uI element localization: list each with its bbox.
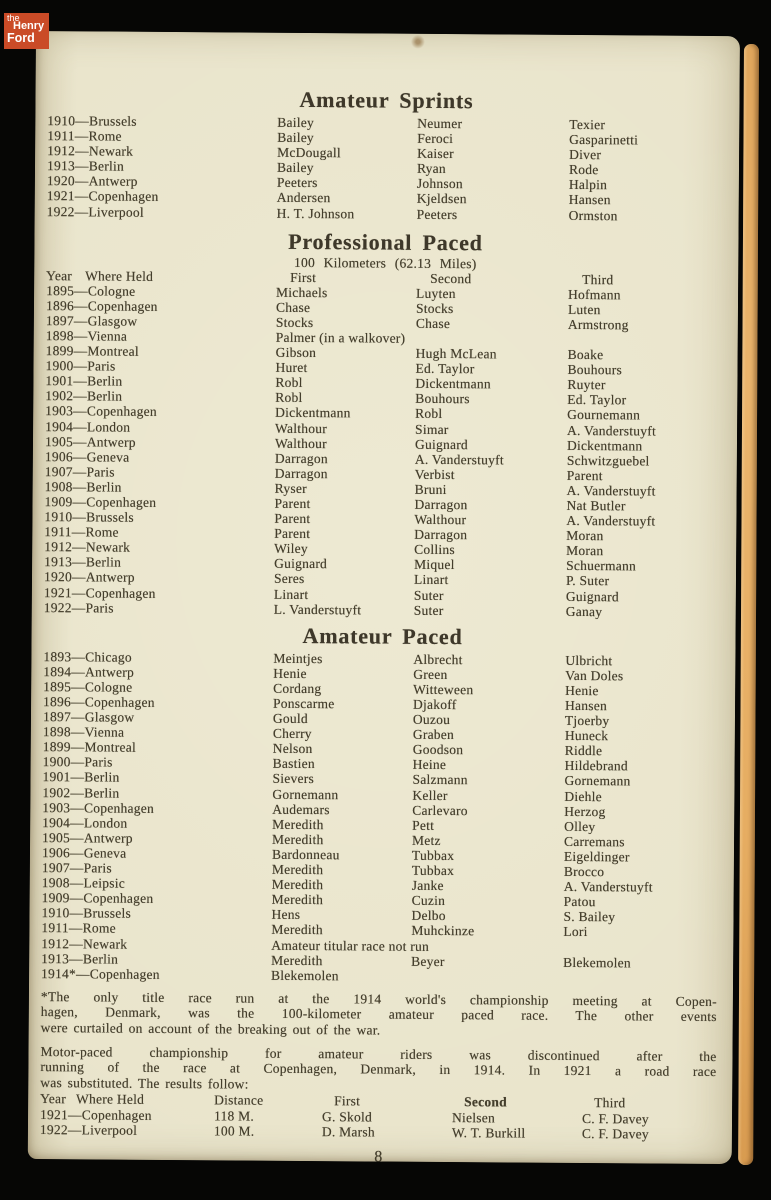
first-cell: Meintjes [273, 650, 323, 666]
year-place-cell: 1895—Cologne [46, 282, 136, 299]
second-cell: Bruni [414, 481, 447, 497]
distance-cell: 118 M. [213, 1108, 255, 1124]
year-header: Year [40, 1091, 67, 1107]
year-place-cell: 1912—Newark [41, 935, 128, 952]
second-cell: Simar [415, 421, 449, 437]
first-cell: Andersen [276, 190, 331, 206]
year-place-cell: 1898—Vienna [42, 724, 125, 740]
first-cell: Wiley [274, 541, 308, 557]
paragraph-line: running of the race at Copenhagen, Denmark, in 1914. In 1921 a road race [40, 1059, 717, 1080]
year-place-cell: 1901—Berlin [45, 373, 123, 389]
amateur-paced-table [41, 649, 721, 986]
first-cell: Meredith [271, 876, 324, 893]
first-cell: Bailey [277, 114, 315, 131]
third-cell: Guignard [565, 588, 619, 604]
third-cell: Brocco [563, 863, 605, 880]
second-cell: Stocks [415, 300, 454, 316]
where-held-header: Where Held [76, 1091, 145, 1108]
second-cell [411, 938, 563, 954]
amateur-sprints-table [47, 113, 726, 224]
year-place-cell: 1910—Brussels [41, 905, 132, 922]
year-place-cell: 1903—Copenhagen [45, 403, 158, 420]
second-cell: Feroci [417, 130, 454, 147]
second-cell: Darragon [414, 496, 468, 513]
footnote-line: hagen, Denmark, was the 100-kilometer amateur paced race. The other events [40, 1004, 717, 1025]
year-place-cell: 1896—Copenhagen [43, 694, 155, 710]
year-place-cell: 1922—Paris [43, 599, 114, 616]
first-cell: Peeters [276, 175, 318, 191]
first-header: First [334, 1093, 361, 1109]
first-cell: Darragon [274, 450, 328, 466]
third-cell: Lori [563, 924, 588, 940]
second-cell: Green [413, 666, 448, 682]
third-cell: A. Vanderstuyft [567, 422, 657, 439]
logo-text-henry: Henry [13, 20, 45, 32]
third-cell: Ormston [568, 207, 618, 223]
third-cell: Armstrong [567, 316, 629, 333]
first-cell: Linart [273, 586, 309, 602]
first-cell: Seres [273, 571, 305, 587]
year-place-cell: 1913—Berlin [44, 554, 122, 570]
second-cell: Robl [415, 406, 443, 422]
paragraph-line: Motor-paced championship for amateur riders was discontinued after the [40, 1043, 717, 1064]
third-cell: Ulbricht [565, 652, 613, 668]
first-cell: Ryser [274, 480, 307, 496]
third-cell: Texier [569, 116, 606, 133]
second-cell: Bouhours [415, 391, 470, 407]
third-cell: Hansen [565, 697, 608, 714]
third-cell: Ganay [565, 603, 603, 619]
year-place-cell: 1895—Cologne [43, 678, 133, 695]
page-number: 8 [374, 1148, 384, 1166]
first-cell: Gould [272, 710, 309, 727]
third-cell: Hansen [568, 192, 611, 208]
second-cell: Djakoff [413, 696, 457, 713]
second-cell: Carlevaro [412, 802, 468, 818]
road-race-table [40, 1107, 718, 1143]
second-cell: Muhckinze [411, 923, 475, 939]
third-cell: Moran [566, 528, 604, 544]
second-cell: Collins [414, 542, 456, 558]
second-cell: Verbist [414, 466, 455, 482]
third-cell: Blekemolen [563, 954, 631, 970]
third-cell: Schuermann [566, 558, 637, 574]
page-content [28, 31, 740, 1164]
first-cell: Robl [275, 374, 303, 391]
first-cell: Bardonneau [271, 846, 340, 863]
second-cell: Linart [413, 572, 449, 588]
henry-ford-logo [4, 13, 49, 49]
first-cell: Meredith [271, 891, 324, 908]
first-cell: Darragon [274, 465, 328, 481]
first-cell: Amateur titular race not run [271, 937, 430, 954]
second-cell: Ryan [416, 161, 447, 177]
first-cell: Palmer (in a walkover) [275, 329, 406, 346]
third-cell: Rode [568, 162, 599, 178]
first-cell: Michaels [276, 284, 328, 300]
year-place-cell: 1904—London [42, 814, 128, 831]
year-place-cell: 1905—Antwerp [44, 433, 136, 450]
first-cell: D. Marsh [321, 1124, 375, 1140]
second-cell: Neumer [417, 115, 463, 132]
year-place-cell: 1910—Brussels [47, 113, 137, 129]
third-cell: P. Suter [565, 573, 610, 589]
footnote-line: were curtailed on account of the breaking out of the war. [40, 1020, 381, 1038]
third-cell: A. Vanderstuyft [563, 879, 653, 895]
first-cell: L. Vanderstuyft [273, 601, 362, 618]
year-place-cell: 1904—London [45, 418, 131, 435]
first-cell: Bailey [277, 129, 315, 146]
distance-subtitle: 100 Kilometers (62.13 Miles) [294, 254, 477, 271]
distance-cell: 100 M. [213, 1123, 255, 1139]
second-cell: Darragon [414, 526, 468, 543]
first-cell: Chase [275, 299, 311, 315]
second-cell: Kaiser [417, 145, 454, 162]
first-cell: Parent [274, 525, 311, 542]
year-place-cell: 1900—Paris [42, 754, 113, 770]
third-cell: Luten [567, 301, 601, 317]
second-cell: Dickentmann [415, 376, 491, 392]
year-place-cell: 1898—Vienna [45, 328, 128, 344]
third-cell: Nat Butler [566, 497, 626, 514]
book-page [28, 31, 740, 1164]
third-cell: Henie [565, 682, 599, 699]
year-place-cell: 1922—Liverpool [39, 1122, 138, 1139]
road-race-paragraph [40, 1044, 718, 1096]
first-cell: Meredith [271, 922, 323, 938]
second-cell: Luyten [416, 285, 456, 301]
third-cell: A. Vanderstuyft [566, 512, 656, 529]
second-cell: Peeters [416, 206, 458, 222]
first-cell: Gornemann [272, 786, 339, 802]
year-place-cell: 1897—Glasgow [45, 312, 138, 329]
third-cell: Hildebrand [564, 758, 628, 774]
third-cell: Herzog [564, 803, 606, 819]
third-cell: C. F. Davey [581, 1126, 649, 1142]
year-place-cell: 1902—Berlin [42, 784, 120, 801]
first-cell: Parent [274, 495, 311, 511]
third-cell: Dickentmann [566, 437, 643, 454]
first-cell: Robl [275, 390, 303, 406]
year-place-cell: 1908—Berlin [44, 478, 122, 495]
first-cell: Sievers [272, 771, 315, 787]
third-cell [568, 332, 724, 348]
first-cell: Bastien [272, 756, 315, 772]
year-place-cell: 1914*—Copenhagen [41, 965, 160, 982]
second-cell: Goodson [412, 742, 464, 758]
year-place-cell: 1920—Antwerp [46, 173, 138, 190]
third-cell: Moran [566, 543, 604, 559]
third-cell: Diver [569, 147, 602, 163]
footnote-line: *The only title race run at the 1914 world's championship meeting at Copen- [40, 988, 717, 1009]
third-cell: A. Vanderstuyft [566, 482, 656, 499]
first-cell: Huret [275, 359, 308, 376]
second-cell: Nielsen [451, 1109, 496, 1126]
second-cell: Hugh McLean [415, 345, 497, 362]
second-cell: A. Vanderstuyft [414, 451, 504, 468]
third-cell: Riddle [564, 743, 603, 759]
year-header: Year [46, 267, 73, 283]
first-cell: Cherry [272, 725, 312, 742]
year-place-cell: 1900—Paris [45, 358, 116, 374]
year-place-cell: 1894—Antwerp [43, 663, 135, 680]
section-title-amateur-sprints: Amateur Sprints [299, 86, 474, 114]
first-cell: Nelson [272, 741, 313, 757]
third-cell: Bouhours [567, 362, 623, 378]
first-cell: Blekemolen [271, 967, 339, 983]
first-cell: Gibson [275, 344, 317, 361]
year-place-cell: 1912—Newark [44, 539, 131, 555]
year-place-cell: 1909—Copenhagen [44, 494, 157, 510]
third-cell: Halpin [568, 177, 608, 193]
year-place-cell: 1907—Paris [44, 463, 115, 480]
year-place-cell: 1912—Newark [47, 143, 134, 159]
third-cell: Gournemann [567, 407, 641, 423]
second-cell: Miquel [414, 557, 455, 573]
first-cell: Cordang [273, 680, 322, 697]
year-place-cell: 1911—Rome [47, 128, 122, 144]
second-cell: Ed. Taylor [415, 360, 475, 377]
year-place-cell: 1911—Rome [44, 524, 119, 540]
second-cell: Keller [412, 787, 448, 803]
first-cell: G. Skold [321, 1108, 373, 1125]
third-cell: Gornemann [564, 773, 631, 789]
year-place-cell: 1897—Glasgow [42, 709, 135, 725]
second-cell: Tubbax [411, 847, 455, 864]
first-cell: Henie [273, 665, 307, 681]
third-cell: S. Bailey [563, 909, 616, 925]
second-cell: Heine [412, 757, 447, 773]
third-cell: Gasparinetti [569, 132, 639, 148]
first-cell: Ponscarme [273, 695, 335, 712]
footnote-paragraph [41, 989, 719, 1041]
first-cell: Meredith [272, 831, 324, 847]
first-cell: Meredith [271, 952, 323, 968]
year-place-cell: 1920—Antwerp [43, 569, 135, 586]
third-cell: Ed. Taylor [567, 392, 627, 408]
third-cell: Diehle [564, 788, 602, 804]
second-cell: Johnson [416, 176, 463, 192]
year-place-cell: 1901—Berlin [42, 769, 120, 786]
logo-text-the: the [7, 13, 20, 23]
third-cell: Ruyter [567, 377, 606, 393]
second-cell: Kjeldsen [416, 191, 467, 207]
second-cell: W. T. Burkill [451, 1125, 526, 1141]
first-cell: Meredith [272, 816, 324, 832]
year-place-cell: 1908—Leipsic [41, 875, 126, 891]
second-cell: Ouzou [412, 711, 451, 728]
second-cell: Witteween [413, 681, 474, 698]
third-cell [563, 939, 719, 955]
year-place-cell: 1896—Copenhagen [45, 297, 158, 314]
year-place-cell: 1899—Montreal [45, 343, 139, 359]
second-cell: Albrecht [413, 651, 463, 667]
first-cell: Walthour [274, 435, 327, 451]
year-where-held-header [46, 268, 276, 285]
second-cell: Metz [412, 832, 441, 848]
second-cell: Delbo [411, 908, 446, 924]
third-cell: Tjoerby [564, 712, 610, 729]
year-place-cell: 1921—Copenhagen [40, 1106, 152, 1123]
third-cell: Patou [563, 894, 596, 910]
second-cell: Cuzin [411, 892, 446, 909]
year-where-held-header [40, 1091, 214, 1108]
second-cell: Suter [413, 587, 444, 603]
logo-text-ford: Ford [7, 31, 35, 45]
next-page-edge [738, 44, 759, 1165]
first-cell: Hens [271, 907, 301, 923]
third-cell: Huneck [564, 728, 609, 744]
year-place-cell: 1906—Geneva [41, 845, 127, 861]
second-cell: Pett [412, 817, 435, 833]
second-cell: Janke [411, 877, 444, 894]
year-place-cell: 1905—Antwerp [42, 829, 133, 846]
third-cell: Olley [564, 818, 596, 834]
year-place-cell: 1909—Copenhagen [41, 890, 154, 907]
second-cell: Graben [412, 726, 455, 743]
year-place-cell: 1913—Berlin [41, 950, 119, 967]
first-cell: H. T. Johnson [276, 205, 355, 221]
third-cell: Eigeldinger [563, 848, 630, 865]
year-place-cell: 1903—Copenhagen [42, 799, 155, 816]
first-cell: Bailey [276, 160, 314, 176]
second-cell [416, 331, 568, 347]
third-cell: Carremans [564, 833, 625, 850]
year-place-cell: 1893—Chicago [43, 648, 132, 665]
first-cell: Walthour [275, 420, 328, 436]
third-cell: Schwitzguebel [566, 452, 650, 469]
third-header: Third [594, 1095, 626, 1111]
second-cell [411, 968, 563, 984]
second-cell: Beyer [411, 953, 445, 969]
second-cell: Salzmann [412, 772, 468, 788]
first-cell: Meredith [271, 861, 324, 878]
third-cell: Parent [566, 467, 603, 483]
third-cell: Van Doles [565, 667, 624, 684]
professional-paced-table [44, 283, 724, 620]
first-cell: Stocks [275, 314, 314, 330]
paragraph-line: was substituted. The results follow: [40, 1074, 249, 1092]
year-place-cell: 1913—Berlin [46, 158, 125, 174]
section-title-amateur-paced: Amateur Paced [302, 622, 463, 649]
year-place-cell: 1899—Montreal [42, 739, 137, 756]
second-header: Second [430, 270, 472, 286]
second-header: Second [464, 1094, 507, 1110]
year-place-cell: 1902—Berlin [45, 388, 123, 404]
third-cell: C. F. Davey [581, 1110, 650, 1127]
second-cell: Guignard [414, 436, 469, 452]
section-title-professional-paced: Professional Paced [288, 228, 483, 255]
year-place-cell: 1910—Brussels [44, 509, 135, 525]
third-cell: Boake [567, 346, 604, 363]
year-place-cell: 1906—Geneva [44, 448, 130, 465]
year-place-cell: 1911—Rome [41, 920, 116, 937]
first-cell: Parent [274, 510, 311, 527]
where-held-header: Where Held [85, 268, 154, 284]
second-cell: Suter [413, 602, 444, 618]
first-cell: Audemars [272, 801, 330, 817]
first-header: First [290, 269, 317, 285]
second-cell: Tubbax [411, 862, 455, 879]
year-place-cell: 1907—Paris [41, 860, 112, 876]
year-place-cell: 1921—Copenhagen [46, 188, 159, 205]
second-cell: Chase [415, 315, 451, 331]
year-place-cell: 1922—Liverpool [46, 203, 144, 220]
distance-header: Distance [214, 1092, 264, 1109]
second-cell: Walthour [414, 511, 467, 528]
third-header: Third [582, 271, 614, 287]
first-cell: McDougall [277, 144, 341, 161]
first-cell: Dickentmann [275, 405, 351, 421]
third-cell: Hofmann [568, 286, 621, 302]
first-cell: Guignard [274, 556, 328, 572]
third-cell [563, 970, 719, 986]
year-place-cell: 1921—Copenhagen [43, 584, 156, 601]
